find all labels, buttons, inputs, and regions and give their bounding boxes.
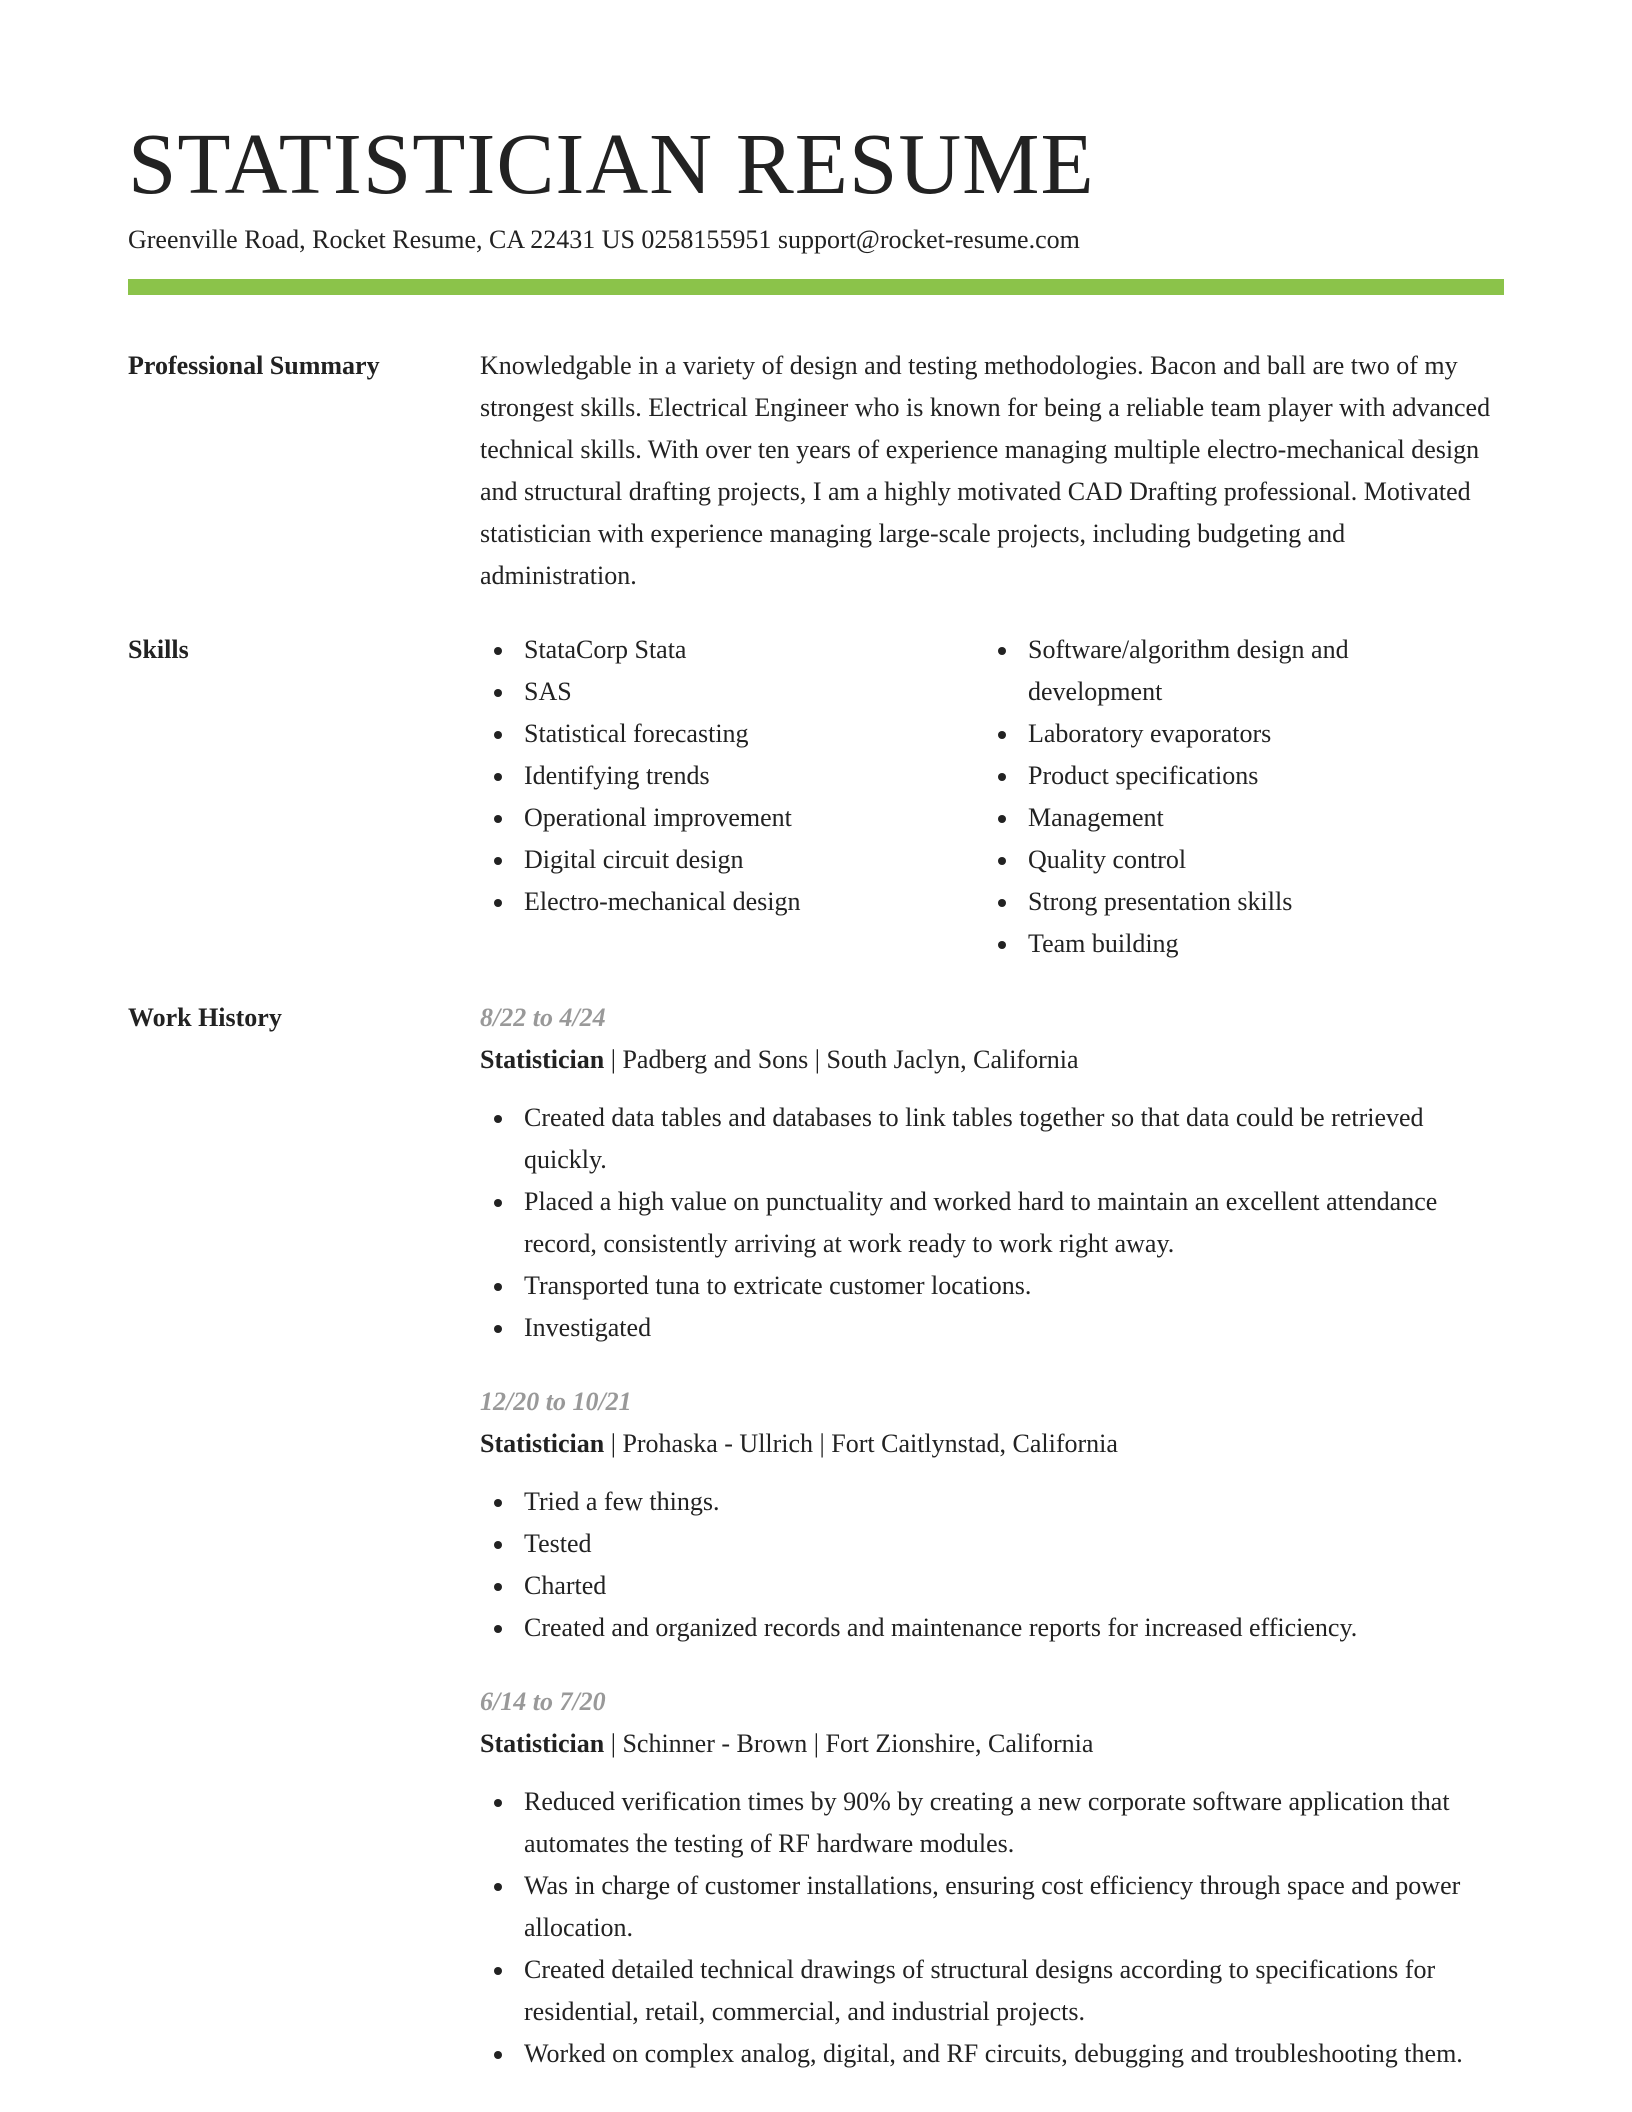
job-bullet: Created data tables and databases to link tables together so that data could be retrieved quickly.: [480, 1097, 1504, 1181]
section-title-work: Work History: [128, 1003, 282, 1033]
job-bullets: [480, 1097, 1504, 1349]
skills-list-right: [984, 629, 1488, 965]
job-bullet: Worked on complex analog, digital, and RF circuits, debugging and troubleshooting them.: [480, 2033, 1504, 2075]
job-bullet: Was in charge of customer installations, ensuring cost efficiency through space and power allocation.: [480, 1865, 1504, 1949]
summary-section: [128, 345, 1504, 597]
skill-item: Digital circuit design: [480, 839, 984, 881]
job-bullet: Placed a high value on punctuality and worked hard to maintain an excellent attendance record, consistently arriving at work ready to work right away.: [480, 1181, 1504, 1265]
job-bullet: Transported tuna to extricate customer locations.: [480, 1265, 1504, 1307]
job-bullet: Charted: [480, 1565, 1504, 1607]
job-title: Statistician: [480, 1429, 605, 1459]
job-employer-location: | Padberg and Sons | South Jaclyn, California: [604, 1045, 1079, 1075]
job-employer-location: | Schinner - Brown | Fort Zionshire, California: [604, 1729, 1094, 1759]
job-title: Statistician: [480, 1729, 605, 1759]
job-entry: [480, 1381, 1504, 1649]
skill-item: Identifying trends: [480, 755, 984, 797]
job-heading: [480, 1423, 1504, 1465]
skill-item: Quality control: [984, 839, 1488, 881]
section-title-summary: Professional Summary: [128, 351, 380, 381]
skill-item: Statistical forecasting: [480, 713, 984, 755]
job-bullet: Investigated: [480, 1307, 1504, 1349]
work-history-body: [480, 997, 1504, 2107]
job-bullets: [480, 1781, 1504, 2075]
skill-item: Software/algorithm design and development: [984, 629, 1488, 713]
skill-item: Product specifications: [984, 755, 1488, 797]
contact-line: Greenville Road, Rocket Resume, CA 22431 US 0258155951 support@rocket-resume.com: [128, 225, 1080, 255]
skills-list-left: [480, 629, 984, 965]
skill-item: Operational improvement: [480, 797, 984, 839]
resume-page: [128, 115, 1504, 2107]
skill-item: Strong presentation skills: [984, 881, 1488, 923]
job-entry: [480, 1681, 1504, 2075]
job-dates: 6/14 to 7/20: [480, 1687, 606, 1717]
section-title-skills: Skills: [128, 635, 189, 665]
job-bullet: Reduced verification times by 90% by creating a new corporate software application that automates the testing of RF hardware modules.: [480, 1781, 1504, 1865]
summary-text: Knowledgable in a variety of design and testing methodologies. Bacon and ball are two of my strongest skills. Electrical Engineer who is known for being a reliable team player with advanced technical skills. With over ten years of experience managing multiple electro-mechanical design and structural drafting projects, I am a highly motivated CAD Drafting professional. Motivated statistician with experience managing large-scale projects, including budgeting and administration.: [480, 351, 1491, 591]
job-employer-location: | Prohaska - Ullrich | Fort Caitlynstad, California: [604, 1429, 1118, 1459]
job-bullets: [480, 1481, 1504, 1649]
job-bullet: Created and organized records and maintenance reports for increased efficiency.: [480, 1607, 1504, 1649]
skills-columns: [480, 629, 1504, 965]
accent-divider: [128, 279, 1504, 295]
skill-item: SAS: [480, 671, 984, 713]
skill-item: Management: [984, 797, 1488, 839]
job-bullet: Tested: [480, 1523, 1504, 1565]
job-bullet: Tried a few things.: [480, 1481, 1504, 1523]
job-title: Statistician: [480, 1045, 605, 1075]
job-bullet: Created detailed technical drawings of structural designs according to specifications for residential, retail, commercial, and industrial projects.: [480, 1949, 1504, 2033]
skill-item: Electro-mechanical design: [480, 881, 984, 923]
work-history-section: [128, 997, 1504, 2107]
skill-item: Laboratory evaporators: [984, 713, 1488, 755]
skill-item: Team building: [984, 923, 1488, 965]
job-dates: 12/20 to 10/21: [480, 1387, 632, 1417]
skill-item: StataCorp Stata: [480, 629, 984, 671]
skills-section: [128, 629, 1504, 965]
resume-name: STATISTICIAN RESUME: [128, 115, 1095, 212]
job-heading: [480, 1723, 1504, 1765]
job-heading: [480, 1039, 1504, 1081]
job-dates: 8/22 to 4/24: [480, 1003, 606, 1033]
job-entry: [480, 997, 1504, 1349]
